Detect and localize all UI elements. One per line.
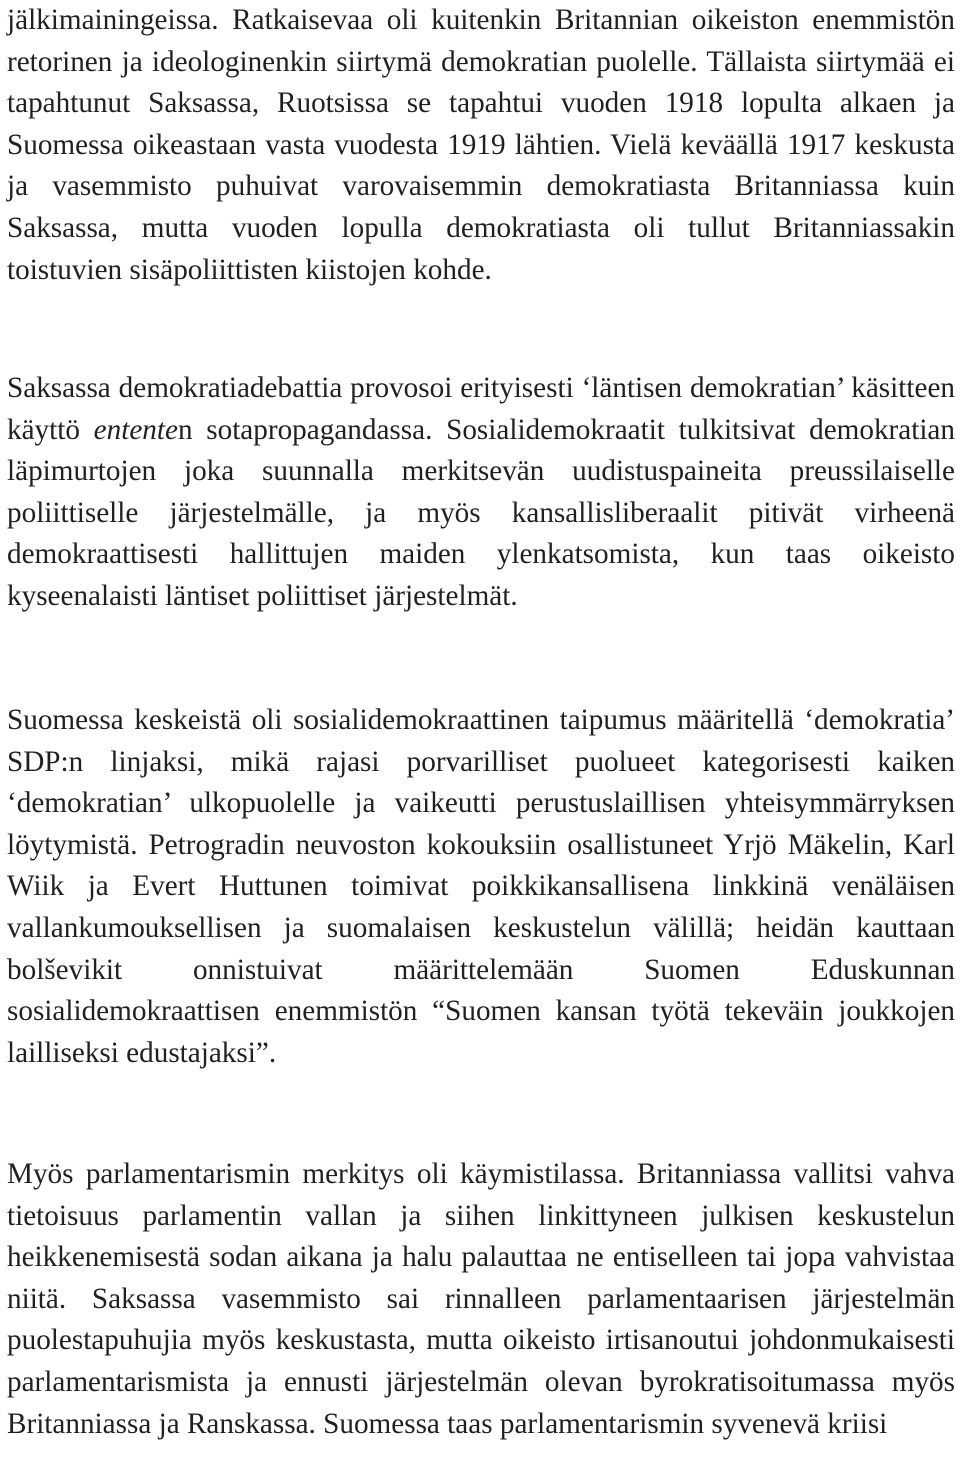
paragraph-2 xyxy=(7,368,955,618)
paragraph-2-text-after: n sotapropagandassa. Sosialidemokraatit tulkitsivat demokratian läpimurtojen joka suunnalla merkitsevän uudistuspaineita preussilaiselle poliittiselle järjestelmälle, ja myös kansallisliberaalit pitivät virheenä demokraattisesti hallittujen maiden ylenkatsomista, kun taas oikeisto kyseenalaisti läntiset poliittiset järjestelmät. xyxy=(7,413,955,612)
paragraph-4: Myös parlamentarismin merkitys oli käymistilassa. Britanniassa vallitsi vahva tietoisuus parlamentin vallan ja siihen linkittyneen julkisen keskustelun heikkenemisestä sodan aikana ja halu palauttaa ne entiselleen tai jopa vahvistaa niitä. Saksassa vasemmisto sai rinnalleen parlamentaarisen järjestelmän puolestapuhujia myös keskustasta, mutta oikeisto irtisanoutui johdonmukaisesti parlamentarismista ja ennusti järjestelmän olevan byrokratisoitumassa myös Britanniassa ja Ranskassa. Suomessa taas parlamentarismin syvenevä kriisi xyxy=(7,1158,955,1440)
paragraph-2-italic-term: entente xyxy=(93,413,178,446)
paragraph-3: Suomessa keskeistä oli sosialidemokraattinen taipumus määritellä ‘demokratia’ SDP:n linjaksi, mikä rajasi porvarilliset puolueet kategorisesti kaiken ‘demokratian’ ulkopuolelle ja vaikeutti perustuslaillisen yhteisymmärryksen löytymistä. Petrogradin neuvoston kokouksiin osallistuneet Yrjö Mäkelin, Karl Wiik ja Evert Huttunen toimivat poikkikansallisena linkkinä venäläisen vallankumouksellisen ja suomalaisen keskustelun välillä; heidän kauttaan bolševikit onnistuivat määrittelemään Suomen Eduskunnan sosialidemokraattisen enemmistön “Suomen kansan työtä tekeväin joukkojen lailliseksi edustajaksi”. xyxy=(7,704,955,1069)
paragraph-2-text-before: Saksassa demokratiadebattia provosoi erityisesti ‘läntisen demokratian’ käsitteen käyttö xyxy=(7,372,955,446)
paragraph-1: jälkimainingeissa. Ratkaisevaa oli kuitenkin Britannian oikeiston enemmistön retorinen ja ideologinenkin siirtymä demokratian puolelle. Tällaista siirtymää ei tapahtunut Saksassa, Ruotsissa se tapahtui vuoden 1918 lopulta alkaen ja Suomessa oikeastaan vasta vuodesta 1919 lähtien. Vielä keväällä 1917 keskusta ja vasemmisto puhuivat varovaisemmin demokratiasta Britanniassa kuin Saksassa, mutta vuoden lopulla demokratiasta oli tullut Britanniassakin toistuvien sisäpoliittisten kiistojen kohde. xyxy=(7,4,955,286)
